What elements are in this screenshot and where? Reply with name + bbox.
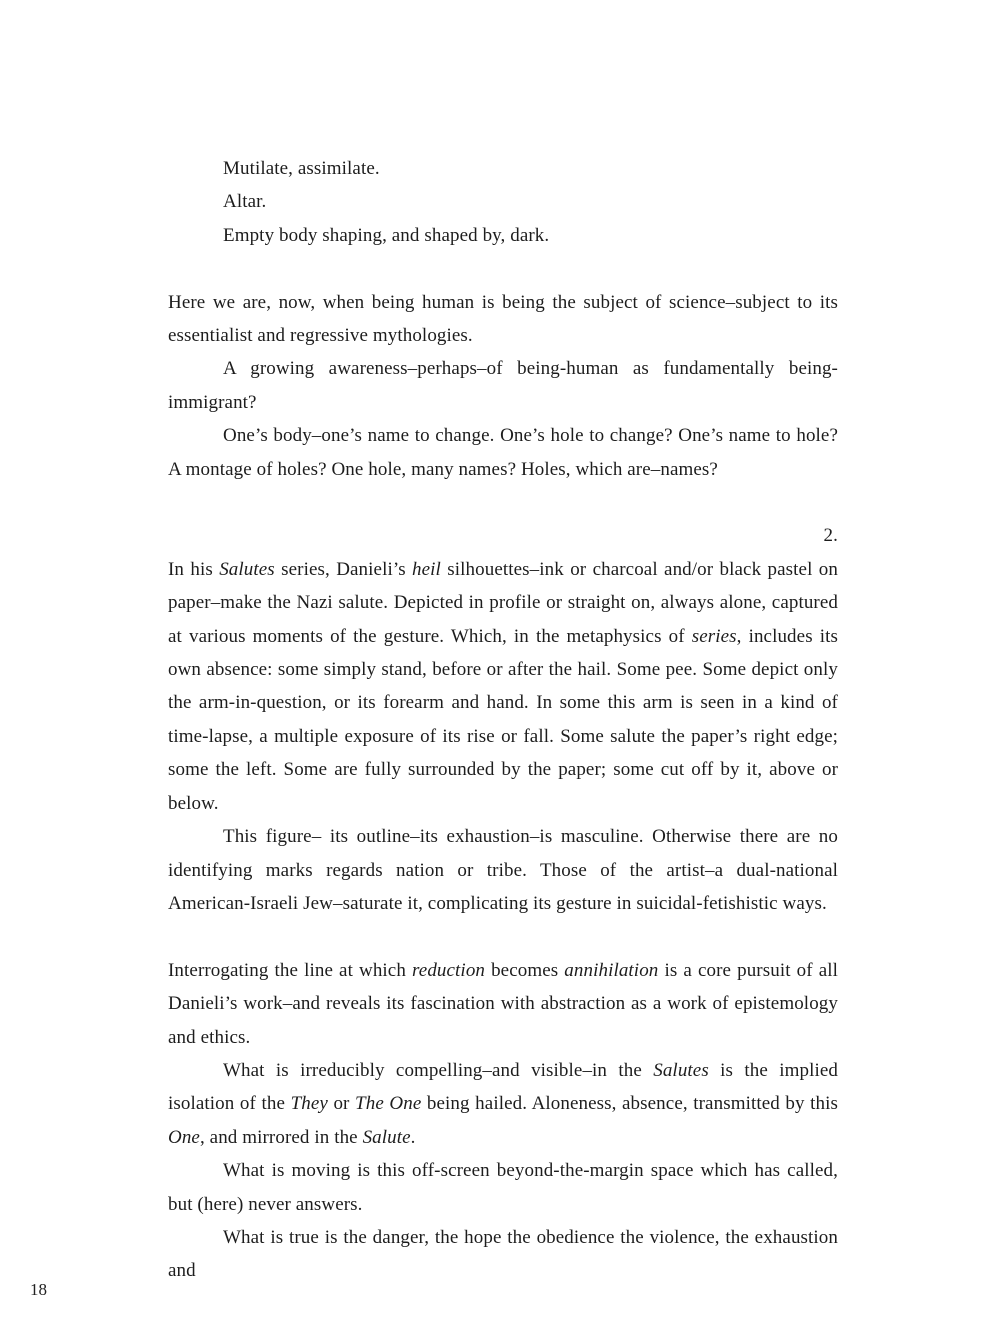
italic-run: They bbox=[290, 1093, 328, 1115]
text-run: , and mirrored in the bbox=[199, 1126, 363, 1148]
text-run: is a core pursuit of all Danieli’s work–and reveals its fascination with abstraction as a work of epistemology and ethics. bbox=[168, 959, 839, 1048]
paragraph bbox=[168, 352, 838, 419]
italic-run: annihilation bbox=[564, 959, 659, 981]
verse-line: Altar. bbox=[223, 191, 267, 213]
text-run: or bbox=[327, 1093, 356, 1115]
italic-run: The One bbox=[355, 1093, 422, 1115]
verse-line: Mutilate, assimilate. bbox=[223, 158, 380, 179]
text-run: A growing awareness–perhaps–of being-human as fundamentally being-immigrant? bbox=[168, 358, 838, 413]
text-run: What is true is the danger, the hope the obedience the violence, the exhaustion and bbox=[168, 1226, 838, 1282]
text-run: What is irreducibly compelling–and visible–in the bbox=[223, 1059, 654, 1081]
text-run: . bbox=[410, 1126, 416, 1148]
text-run: What is moving is this off-screen beyond-the-margin space which has called, but (here) never answers. bbox=[168, 1160, 838, 1215]
verse-line: Empty body shaping, and shaped by, dark. bbox=[223, 224, 550, 246]
italic-run: series bbox=[691, 625, 737, 647]
paragraph bbox=[168, 1221, 838, 1288]
italic-run: reduction bbox=[412, 959, 486, 981]
text-run: In his bbox=[168, 558, 220, 580]
text-run: One’s body–one’s name to change. One’s hole to change? One’s name to hole? A montage of holes? One hole, many names? Holes, which are–names? bbox=[168, 425, 838, 480]
text-run: Interrogating the line at which bbox=[168, 959, 412, 981]
text-run: being hailed. Aloneness, absence, transmitted by this bbox=[421, 1093, 838, 1115]
italic-run: Salutes bbox=[219, 558, 275, 580]
text-run: silhouettes–ink or charcoal and/or black pastel on paper–make the Nazi salute. Depicted in profile or straight on, always alone, captured at various moments of the gesture. Which, in the metaphysics of bbox=[168, 558, 838, 647]
paragraph bbox=[168, 1054, 838, 1154]
paragraph bbox=[168, 553, 838, 820]
italic-run: One bbox=[168, 1126, 200, 1148]
paragraph bbox=[168, 1154, 838, 1221]
italic-run: Salute bbox=[362, 1126, 411, 1148]
italic-run: Salutes bbox=[653, 1059, 709, 1081]
paragraph bbox=[168, 419, 838, 486]
section-marker: 2. bbox=[823, 525, 838, 547]
text-run: series, Danieli’s bbox=[274, 558, 413, 580]
italic-run: heil bbox=[412, 558, 441, 580]
paragraph bbox=[168, 820, 838, 920]
page-number: 18 bbox=[30, 1280, 47, 1299]
text-run: is the implied isolation of the bbox=[168, 1059, 839, 1115]
text-run: becomes bbox=[485, 959, 565, 981]
text-run: Here we are, now, when being human is being the subject of science–subject to its essentialist and regressive mythologies. bbox=[168, 291, 838, 347]
paragraph bbox=[168, 286, 838, 353]
text-run: This figure– its outline–its exhaustion–is masculine. Otherwise there are no identifying marks regards nation or tribe. Those of the artist–a dual-national American-Israeli Jew–saturate it, complicating its gesture in suicidal-fetishistic ways. bbox=[168, 826, 838, 914]
text-body bbox=[168, 152, 838, 1288]
paragraph bbox=[168, 954, 838, 1054]
text-run: , includes its own absence: some simply stand, before or after the hail. Some pee. Some depict only the arm-in-question, or its forearm and hand. In some this arm is seen in a kind of time-lapse, a multiple exposure of its rise or fall. Some salute the paper’s right edge; some the left. Some are fully surrounded by the paper; some cut off by it, above or below. bbox=[168, 625, 838, 814]
